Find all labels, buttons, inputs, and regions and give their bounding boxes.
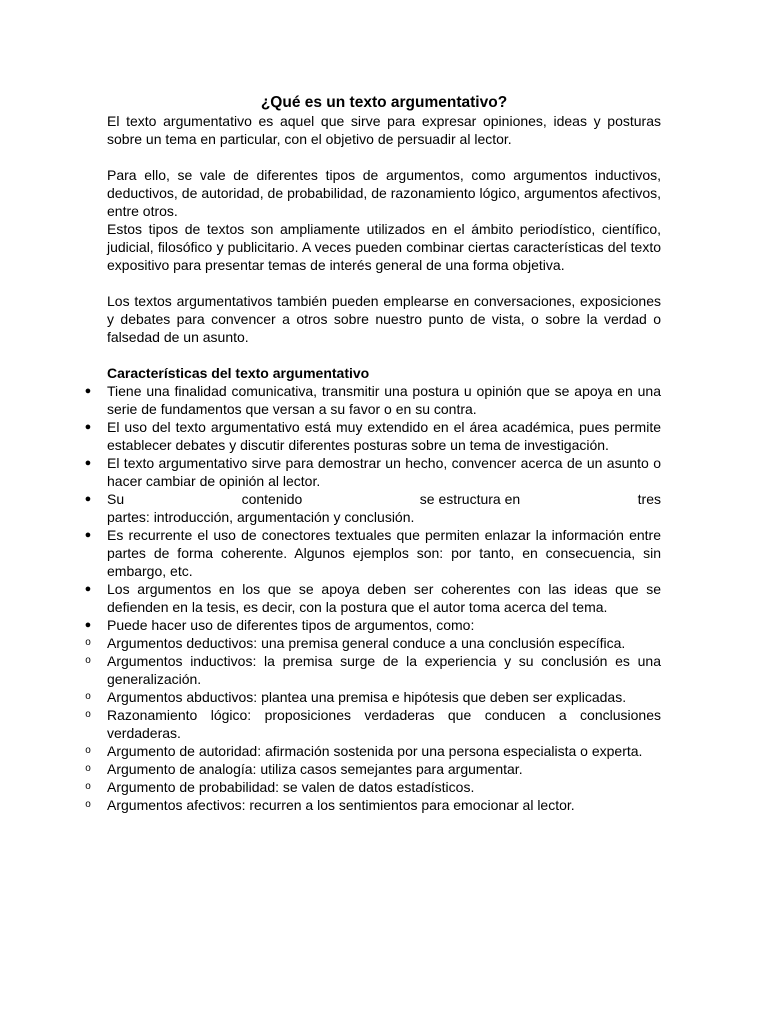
- list-item-word: Su: [107, 491, 125, 507]
- list-item: [84, 382, 661, 418]
- sub-list-item: [85, 634, 661, 652]
- sub-list-item-text: Argumento de probabilidad: se valen de datos estadísticos.: [107, 779, 475, 795]
- list-item: [84, 454, 661, 490]
- list-item: [84, 616, 661, 634]
- sub-list-item: [85, 778, 661, 796]
- bullet-icon: ●: [84, 421, 92, 433]
- sub-list-item: [85, 652, 661, 688]
- circle-bullet-icon: o: [85, 745, 91, 756]
- sub-list-item-text: Razonamiento lógico: proposiciones verdaderas que conducen a conclusiones verdaderas.: [107, 707, 661, 741]
- bullet-icon: ●: [84, 583, 92, 595]
- characteristics-list: [84, 382, 661, 814]
- list-item-text: partes: introducción, argumentación y conclusión.: [107, 509, 415, 525]
- list-item-word: contenido: [241, 491, 303, 507]
- sub-list-item-text: Argumentos afectivos: recurren a los sentimientos para emocionar al lector.: [107, 797, 575, 813]
- document-title: ¿Qué es un texto argumentativo?: [260, 94, 508, 111]
- list-item-word: se estructura en: [419, 491, 521, 507]
- list-item-text: Los argumentos en los que se apoya deben ser coherentes con las ideas que se defienden en la tesis, es decir, con la postura que el autor toma acerca del tema.: [107, 581, 661, 615]
- circle-bullet-icon: o: [85, 799, 91, 810]
- list-item-text: El texto argumentativo sirve para demostrar un hecho, convencer acerca de un asunto o hacer cambiar de opinión al lector.: [107, 455, 661, 489]
- circle-bullet-icon: o: [85, 709, 91, 720]
- sub-list-item: [85, 760, 661, 778]
- bullet-icon: ●: [84, 457, 92, 469]
- bullet-icon: ●: [84, 493, 92, 505]
- list-item-spread-line: [107, 490, 661, 508]
- circle-bullet-icon: o: [85, 781, 91, 792]
- sub-list-item-text: Argumento de autoridad: afirmación sostenida por una persona especialista o experta.: [107, 743, 643, 759]
- circle-bullet-icon: o: [85, 637, 91, 648]
- circle-bullet-icon: o: [85, 655, 91, 666]
- section-heading: Características del texto argumentativo: [107, 365, 370, 381]
- circle-bullet-icon: o: [85, 763, 91, 774]
- list-item-text: Puede hacer uso de diferentes tipos de argumentos, como:: [107, 617, 475, 633]
- paragraph-argument-types: Para ello, se vale de diferentes tipos de argumentos, como argumentos inductivos, deductivos, de autoridad, de probabilidad, de razonamiento lógico, argumentos afectivos, entre otros.: [107, 167, 661, 219]
- list-item: [84, 418, 661, 454]
- list-item: [84, 526, 661, 580]
- paragraph-conversations: Los textos argumentativos también pueden emplearse en conversaciones, exposiciones y debates para convencer a otros sobre nuestro punto de vista, o sobre la verdad o falsedad de un asunto.: [107, 293, 661, 345]
- sub-list-item: [85, 706, 661, 742]
- sub-list-item: [85, 742, 661, 760]
- paragraph-gap: [107, 274, 661, 292]
- circle-bullet-icon: o: [85, 691, 91, 702]
- sub-list-item-text: Argumentos abductivos: plantea una premisa e hipótesis que deben ser explicadas.: [107, 689, 627, 705]
- bullet-icon: ●: [84, 385, 92, 397]
- list-item-word: tres: [637, 491, 661, 507]
- paragraph-gap: [107, 346, 661, 364]
- bullet-icon: ●: [84, 529, 92, 541]
- sub-list-item: [85, 688, 661, 706]
- paragraph-gap: [107, 148, 661, 166]
- sub-list-item-text: Argumentos inductivos: la premisa surge de la experiencia y su conclusión es una generalización.: [107, 653, 661, 687]
- list-item-text: Es recurrente el uso de conectores textuales que permiten enlazar la información entre partes de forma coherente. Algunos ejemplos son: por tanto, en consecuencia, sin embargo, etc.: [107, 527, 661, 579]
- sub-list-item-text: Argumentos deductivos: una premisa general conduce a una conclusión específica.: [107, 635, 626, 651]
- list-item: [84, 580, 661, 616]
- paragraph-usage-fields: Estos tipos de textos son ampliamente utilizados en el ámbito periodístico, científico, judicial, filosófico y publicitario. A veces pueden combinar ciertas características del texto expositivo para presentar temas de interés general de una forma objetiva.: [107, 221, 661, 273]
- list-item-text: Tiene una finalidad comunicativa, transmitir una postura u opinión que se apoya en una serie de fundamentos que versan a su favor o en su contra.: [107, 383, 661, 417]
- sub-list-item: [85, 796, 661, 814]
- list-item-text: El uso del texto argumentativo está muy extendido en el área académica, pues permite establecer debates y discutir diferentes posturas sobre un tema de investigación.: [107, 419, 661, 453]
- bullet-icon: ●: [84, 619, 92, 631]
- sub-list-item-text: Argumento de analogía: utiliza casos semejantes para argumentar.: [107, 761, 523, 777]
- paragraph-intro: El texto argumentativo es aquel que sirve para expresar opiniones, ideas y posturas sobre un tema en particular, con el objetivo de persuadir al lector.: [107, 113, 661, 147]
- list-item: [84, 490, 661, 526]
